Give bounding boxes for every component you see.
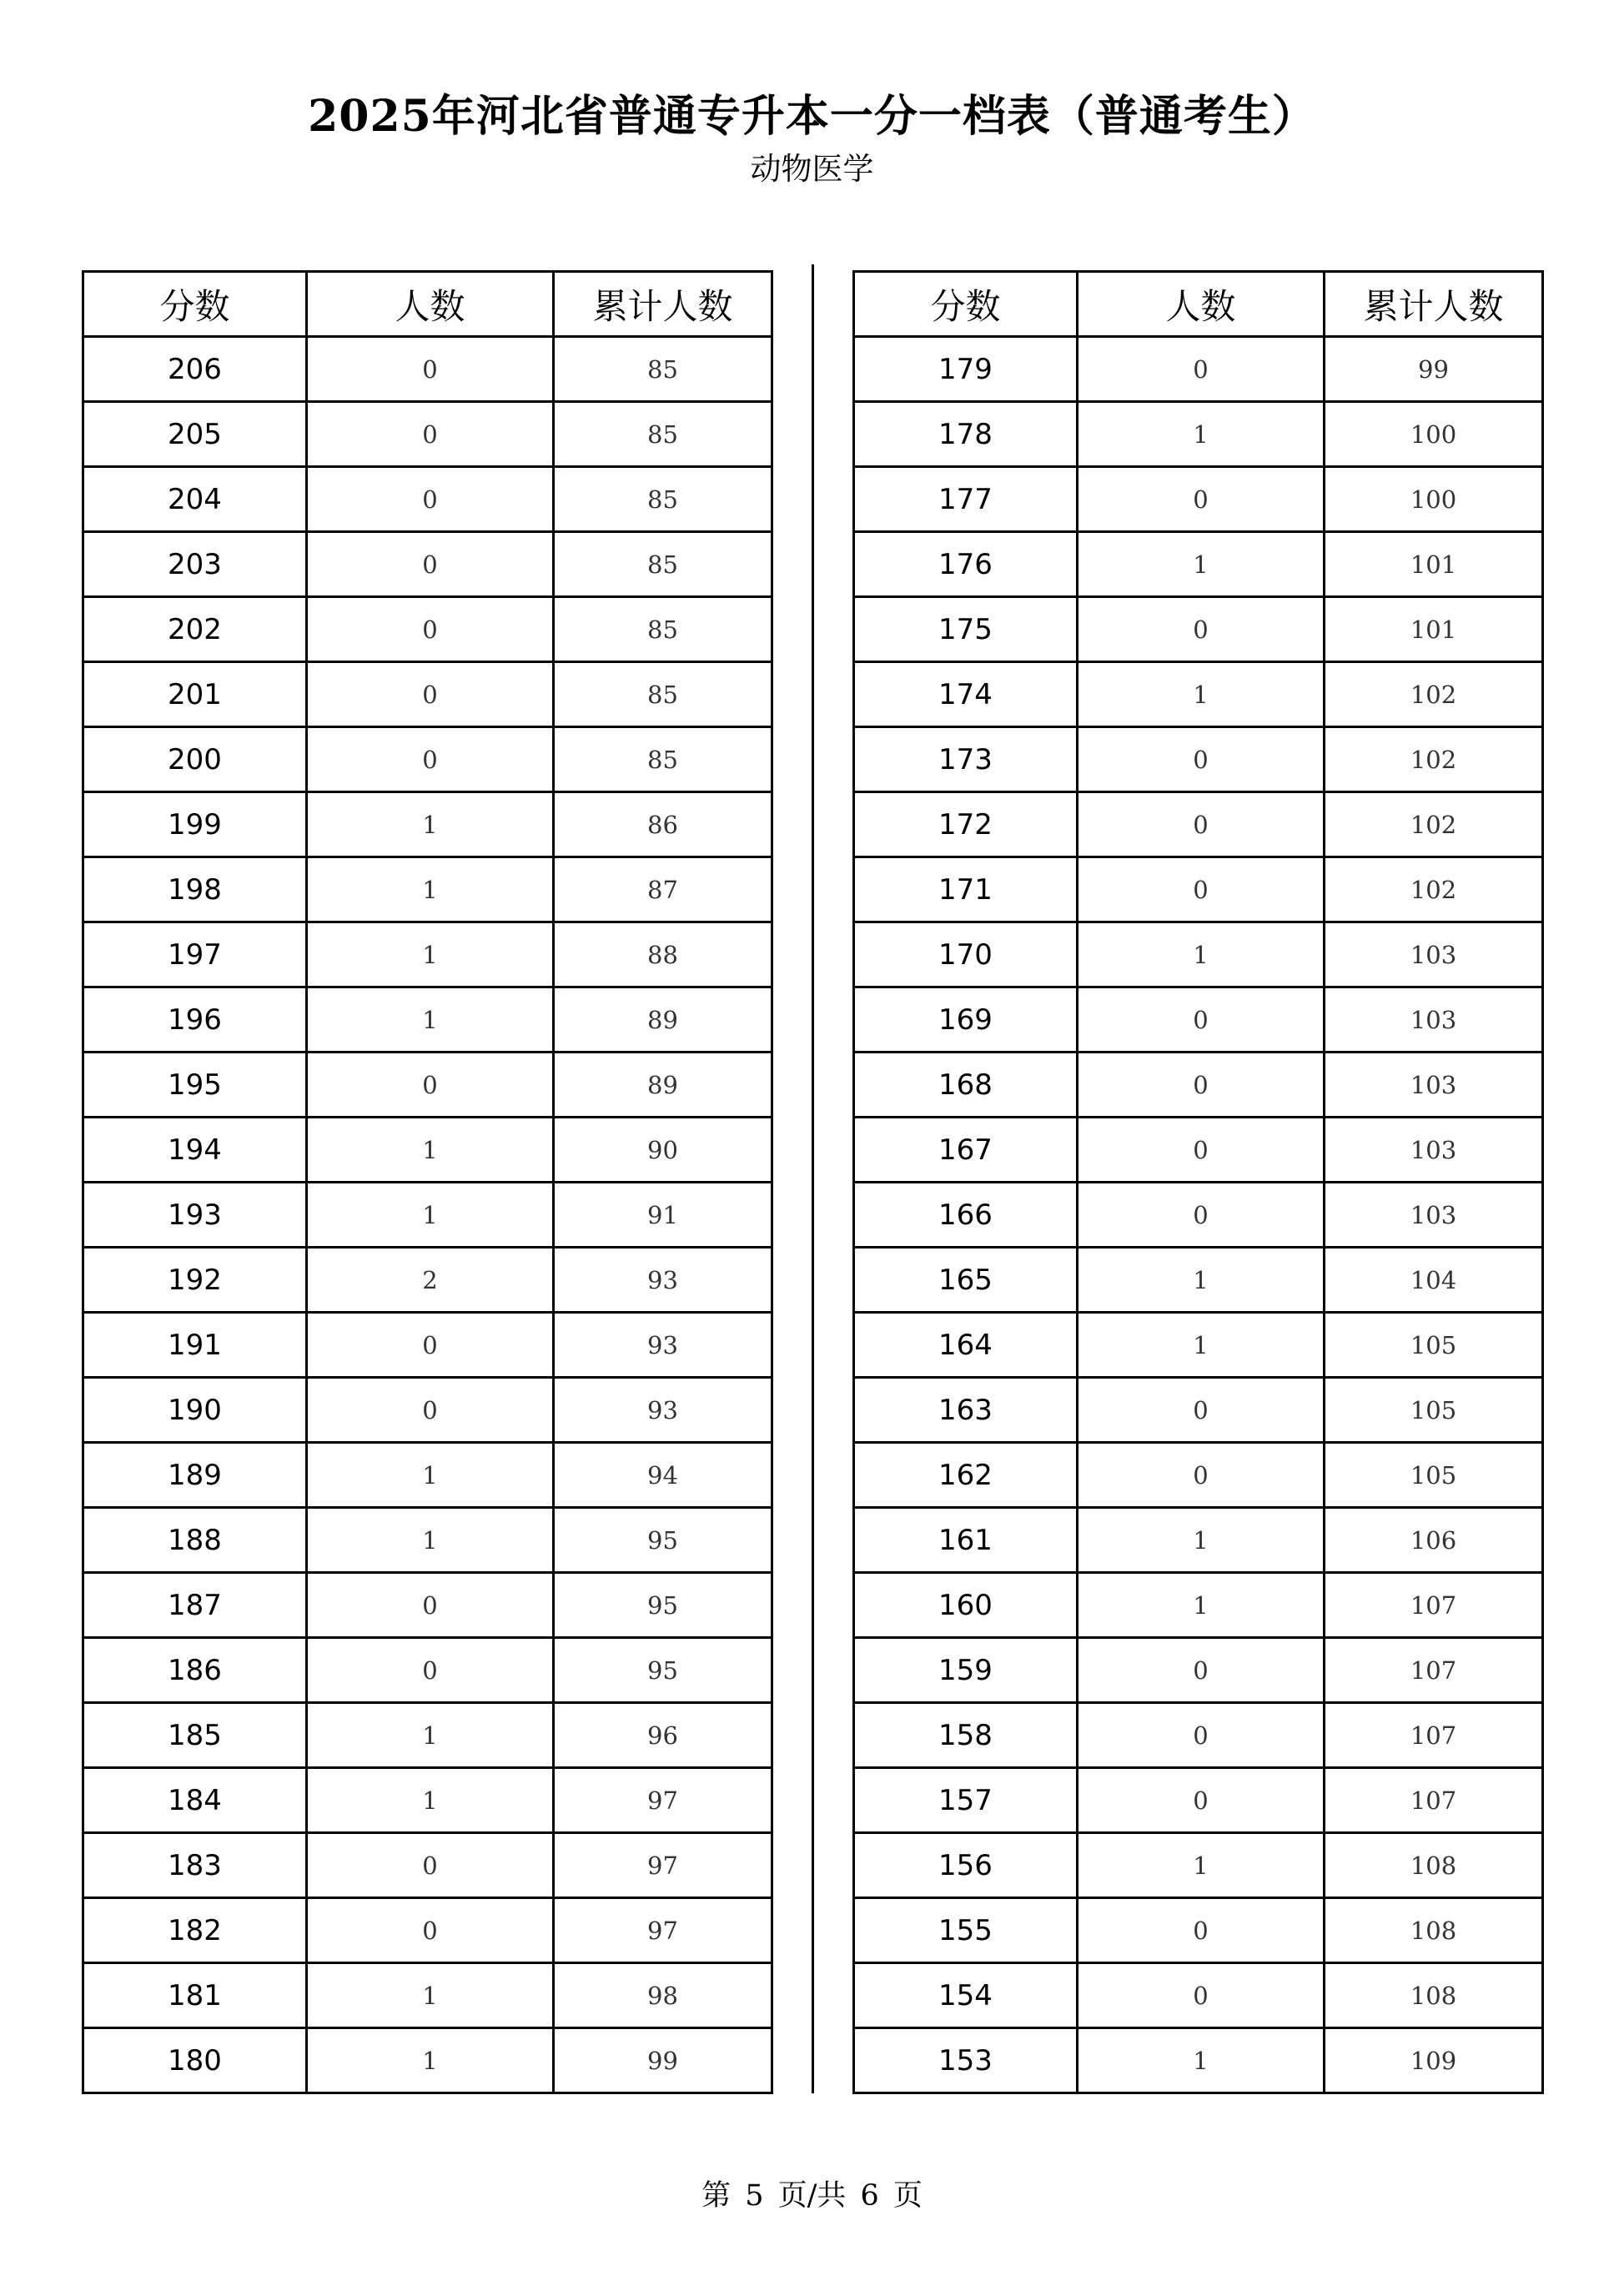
- cell-cumulative: 104: [1325, 1248, 1543, 1313]
- table-row: [854, 1963, 1543, 2028]
- cell-count: 1: [1078, 402, 1325, 467]
- cell-score: 196: [83, 987, 307, 1053]
- table-row: [854, 792, 1543, 857]
- cell-score: 165: [854, 1248, 1078, 1313]
- cell-score: 181: [83, 1963, 307, 2028]
- table-row: [83, 1768, 772, 1833]
- table-row: [854, 1378, 1543, 1443]
- cell-count: 0: [307, 662, 554, 727]
- table-row: [83, 1638, 772, 1703]
- cell-score: 172: [854, 792, 1078, 857]
- cell-score: 179: [854, 337, 1078, 402]
- cell-cumulative: 85: [554, 662, 772, 727]
- cell-score: 195: [83, 1053, 307, 1118]
- cell-score: 187: [83, 1573, 307, 1638]
- cell-count: 0: [307, 1898, 554, 1963]
- cell-score: 190: [83, 1378, 307, 1443]
- cell-count: 0: [1078, 1183, 1325, 1248]
- cell-count: 1: [307, 1508, 554, 1573]
- cell-cumulative: 97: [554, 1768, 772, 1833]
- cell-score: 155: [854, 1898, 1078, 1963]
- cell-score: 194: [83, 1118, 307, 1183]
- cell-score: 174: [854, 662, 1078, 727]
- cell-count: 1: [1078, 1833, 1325, 1898]
- table-row: [83, 1833, 772, 1898]
- cell-count: 0: [1078, 337, 1325, 402]
- table-row: [854, 662, 1543, 727]
- cell-cumulative: 97: [554, 1833, 772, 1898]
- cell-cumulative: 102: [1325, 662, 1543, 727]
- cell-cumulative: 93: [554, 1313, 772, 1378]
- table-row: [83, 662, 772, 727]
- cell-cumulative: 96: [554, 1703, 772, 1768]
- score-table-right: [852, 270, 1544, 2094]
- table-row: [854, 857, 1543, 922]
- header-score: 分数: [854, 272, 1078, 337]
- cell-cumulative: 105: [1325, 1313, 1543, 1378]
- cell-cumulative: 99: [1325, 337, 1543, 402]
- cell-score: 186: [83, 1638, 307, 1703]
- cell-cumulative: 101: [1325, 532, 1543, 597]
- cell-count: 1: [307, 922, 554, 987]
- cell-score: 170: [854, 922, 1078, 987]
- table-row: [854, 1248, 1543, 1313]
- table-row: [854, 597, 1543, 662]
- cell-score: 154: [854, 1963, 1078, 2028]
- cell-score: 176: [854, 532, 1078, 597]
- cell-cumulative: 103: [1325, 922, 1543, 987]
- cell-count: 0: [307, 1313, 554, 1378]
- cell-score: 189: [83, 1443, 307, 1508]
- cell-cumulative: 93: [554, 1248, 772, 1313]
- cell-count: 0: [1078, 1378, 1325, 1443]
- table-row: [854, 1313, 1543, 1378]
- table-row: [854, 987, 1543, 1053]
- cell-count: 2: [307, 1248, 554, 1313]
- cell-cumulative: 107: [1325, 1573, 1543, 1638]
- cell-count: 0: [1078, 597, 1325, 662]
- cell-cumulative: 102: [1325, 792, 1543, 857]
- cell-count: 1: [1078, 2028, 1325, 2093]
- cell-cumulative: 86: [554, 792, 772, 857]
- cell-score: 203: [83, 532, 307, 597]
- table-row: [854, 1898, 1543, 1963]
- header-cumulative: 累计人数: [554, 272, 772, 337]
- cell-count: 0: [307, 337, 554, 402]
- cell-score: 168: [854, 1053, 1078, 1118]
- cell-score: 192: [83, 1248, 307, 1313]
- cell-count: 0: [1078, 727, 1325, 792]
- cell-score: 198: [83, 857, 307, 922]
- cell-count: 1: [1078, 1573, 1325, 1638]
- cell-score: 184: [83, 1768, 307, 1833]
- cell-count: 0: [1078, 1118, 1325, 1183]
- cell-count: 1: [307, 1118, 554, 1183]
- cell-count: 0: [1078, 1768, 1325, 1833]
- cell-count: 0: [307, 467, 554, 532]
- table-row: [854, 1183, 1543, 1248]
- table-row: [854, 922, 1543, 987]
- cell-count: 1: [1078, 532, 1325, 597]
- cell-cumulative: 85: [554, 402, 772, 467]
- table-row: [83, 1248, 772, 1313]
- cell-cumulative: 93: [554, 1378, 772, 1443]
- table-row: [854, 467, 1543, 532]
- cell-score: 178: [854, 402, 1078, 467]
- cell-count: 0: [307, 1378, 554, 1443]
- table-row: [83, 1898, 772, 1963]
- cell-count: 0: [1078, 857, 1325, 922]
- cell-count: 0: [1078, 1053, 1325, 1118]
- header-count: 人数: [307, 272, 554, 337]
- cell-score: 204: [83, 467, 307, 532]
- cell-cumulative: 99: [554, 2028, 772, 2093]
- cell-cumulative: 103: [1325, 1053, 1543, 1118]
- table-row: [854, 402, 1543, 467]
- table-header-row: [83, 272, 772, 337]
- table-row: [83, 1508, 772, 1573]
- cell-cumulative: 95: [554, 1638, 772, 1703]
- cell-cumulative: 108: [1325, 1898, 1543, 1963]
- cell-score: 156: [854, 1833, 1078, 1898]
- table-row: [83, 857, 772, 922]
- cell-count: 1: [1078, 922, 1325, 987]
- cell-score: 205: [83, 402, 307, 467]
- page-title: 2025年河北省普通专升本一分一档表（普通考生）: [308, 91, 1316, 142]
- cell-cumulative: 107: [1325, 1638, 1543, 1703]
- cell-cumulative: 105: [1325, 1378, 1543, 1443]
- table-row: [83, 1313, 772, 1378]
- cell-count: 0: [1078, 987, 1325, 1053]
- cell-count: 1: [1078, 1313, 1325, 1378]
- cell-score: 202: [83, 597, 307, 662]
- cell-cumulative: 109: [1325, 2028, 1543, 2093]
- cell-score: 197: [83, 922, 307, 987]
- table-row: [854, 1118, 1543, 1183]
- cell-score: 206: [83, 337, 307, 402]
- table-row: [83, 1573, 772, 1638]
- header-score: 分数: [83, 272, 307, 337]
- cell-count: 0: [307, 1573, 554, 1638]
- cell-count: 1: [307, 857, 554, 922]
- cell-cumulative: 108: [1325, 1963, 1543, 2028]
- table-row: [83, 2028, 772, 2093]
- cell-score: 163: [854, 1378, 1078, 1443]
- cell-count: 0: [1078, 1963, 1325, 2028]
- cell-score: 185: [83, 1703, 307, 1768]
- cell-score: 199: [83, 792, 307, 857]
- cell-cumulative: 91: [554, 1183, 772, 1248]
- cell-score: 193: [83, 1183, 307, 1248]
- cell-score: 200: [83, 727, 307, 792]
- cell-cumulative: 85: [554, 337, 772, 402]
- cell-score: 159: [854, 1638, 1078, 1703]
- cell-cumulative: 94: [554, 1443, 772, 1508]
- table-row: [83, 337, 772, 402]
- table-row: [83, 1053, 772, 1118]
- cell-cumulative: 100: [1325, 402, 1543, 467]
- cell-cumulative: 100: [1325, 467, 1543, 532]
- cell-cumulative: 103: [1325, 1118, 1543, 1183]
- cell-count: 1: [307, 2028, 554, 2093]
- cell-score: 169: [854, 987, 1078, 1053]
- cell-count: 0: [1078, 1638, 1325, 1703]
- cell-score: 175: [854, 597, 1078, 662]
- table-row: [854, 1573, 1543, 1638]
- cell-cumulative: 107: [1325, 1703, 1543, 1768]
- cell-score: 158: [854, 1703, 1078, 1768]
- cell-count: 1: [1078, 662, 1325, 727]
- cell-score: 161: [854, 1508, 1078, 1573]
- table-row: [854, 1833, 1543, 1898]
- table-row: [83, 1443, 772, 1508]
- cell-score: 188: [83, 1508, 307, 1573]
- cell-cumulative: 95: [554, 1508, 772, 1573]
- table-row: [83, 597, 772, 662]
- cell-score: 201: [83, 662, 307, 727]
- table-row: [854, 727, 1543, 792]
- table-row: [83, 402, 772, 467]
- header-count: 人数: [1078, 272, 1325, 337]
- cell-count: 0: [307, 1833, 554, 1898]
- table-row: [83, 532, 772, 597]
- cell-score: 177: [854, 467, 1078, 532]
- cell-cumulative: 95: [554, 1573, 772, 1638]
- table-row: [854, 337, 1543, 402]
- cell-count: 0: [307, 1638, 554, 1703]
- cell-score: 164: [854, 1313, 1078, 1378]
- table-row: [83, 1183, 772, 1248]
- table-row: [854, 1768, 1543, 1833]
- page-footer: 第 5 页/共 6 页: [701, 2179, 923, 2213]
- cell-cumulative: 89: [554, 987, 772, 1053]
- table-row: [83, 1963, 772, 2028]
- cell-count: 1: [307, 1443, 554, 1508]
- cell-cumulative: 102: [1325, 727, 1543, 792]
- cell-count: 0: [307, 402, 554, 467]
- table-row: [83, 727, 772, 792]
- cell-count: 1: [307, 1703, 554, 1768]
- table-body-right: [854, 337, 1543, 2093]
- cell-count: 0: [307, 727, 554, 792]
- cell-score: 173: [854, 727, 1078, 792]
- cell-cumulative: 103: [1325, 987, 1543, 1053]
- cell-count: 1: [307, 1183, 554, 1248]
- cell-cumulative: 87: [554, 857, 772, 922]
- cell-count: 1: [307, 987, 554, 1053]
- page-subtitle: 动物医学: [750, 151, 874, 187]
- cell-score: 191: [83, 1313, 307, 1378]
- cell-score: 180: [83, 2028, 307, 2093]
- table-row: [854, 1053, 1543, 1118]
- cell-score: 157: [854, 1768, 1078, 1833]
- cell-score: 153: [854, 2028, 1078, 2093]
- table-row: [854, 1443, 1543, 1508]
- cell-score: 160: [854, 1573, 1078, 1638]
- cell-score: 162: [854, 1443, 1078, 1508]
- cell-cumulative: 85: [554, 597, 772, 662]
- cell-cumulative: 88: [554, 922, 772, 987]
- cell-count: 1: [307, 1963, 554, 2028]
- cell-count: 1: [307, 792, 554, 857]
- cell-cumulative: 108: [1325, 1833, 1543, 1898]
- table-body-left: [83, 337, 772, 2093]
- cell-cumulative: 98: [554, 1963, 772, 2028]
- cell-cumulative: 97: [554, 1898, 772, 1963]
- table-row: [854, 1703, 1543, 1768]
- column-divider: [812, 264, 814, 2093]
- cell-cumulative: 85: [554, 532, 772, 597]
- cell-score: 182: [83, 1898, 307, 1963]
- cell-cumulative: 89: [554, 1053, 772, 1118]
- table-row: [83, 1703, 772, 1768]
- cell-count: 0: [1078, 1898, 1325, 1963]
- cell-count: 0: [1078, 1443, 1325, 1508]
- cell-cumulative: 85: [554, 727, 772, 792]
- cell-score: 166: [854, 1183, 1078, 1248]
- cell-cumulative: 101: [1325, 597, 1543, 662]
- table-row: [83, 1118, 772, 1183]
- cell-score: 183: [83, 1833, 307, 1898]
- cell-cumulative: 102: [1325, 857, 1543, 922]
- cell-count: 1: [307, 1768, 554, 1833]
- cell-cumulative: 107: [1325, 1768, 1543, 1833]
- table-row: [83, 987, 772, 1053]
- table-row: [83, 1378, 772, 1443]
- table-row: [854, 1508, 1543, 1573]
- cell-count: 0: [1078, 1703, 1325, 1768]
- cell-count: 0: [1078, 467, 1325, 532]
- cell-count: 1: [1078, 1248, 1325, 1313]
- table-row: [83, 467, 772, 532]
- cell-cumulative: 85: [554, 467, 772, 532]
- cell-score: 167: [854, 1118, 1078, 1183]
- cell-count: 1: [1078, 1508, 1325, 1573]
- cell-count: 0: [307, 1053, 554, 1118]
- score-table-left: [82, 270, 773, 2094]
- cell-count: 0: [307, 532, 554, 597]
- cell-count: 0: [307, 597, 554, 662]
- cell-cumulative: 106: [1325, 1508, 1543, 1573]
- cell-count: 0: [1078, 792, 1325, 857]
- header-cumulative: 累计人数: [1325, 272, 1543, 337]
- cell-cumulative: 105: [1325, 1443, 1543, 1508]
- table-row: [854, 2028, 1543, 2093]
- table-header-row: [854, 272, 1543, 337]
- table-row: [83, 792, 772, 857]
- table-row: [854, 532, 1543, 597]
- table-row: [83, 922, 772, 987]
- table-row: [854, 1638, 1543, 1703]
- cell-cumulative: 103: [1325, 1183, 1543, 1248]
- cell-cumulative: 90: [554, 1118, 772, 1183]
- cell-score: 171: [854, 857, 1078, 922]
